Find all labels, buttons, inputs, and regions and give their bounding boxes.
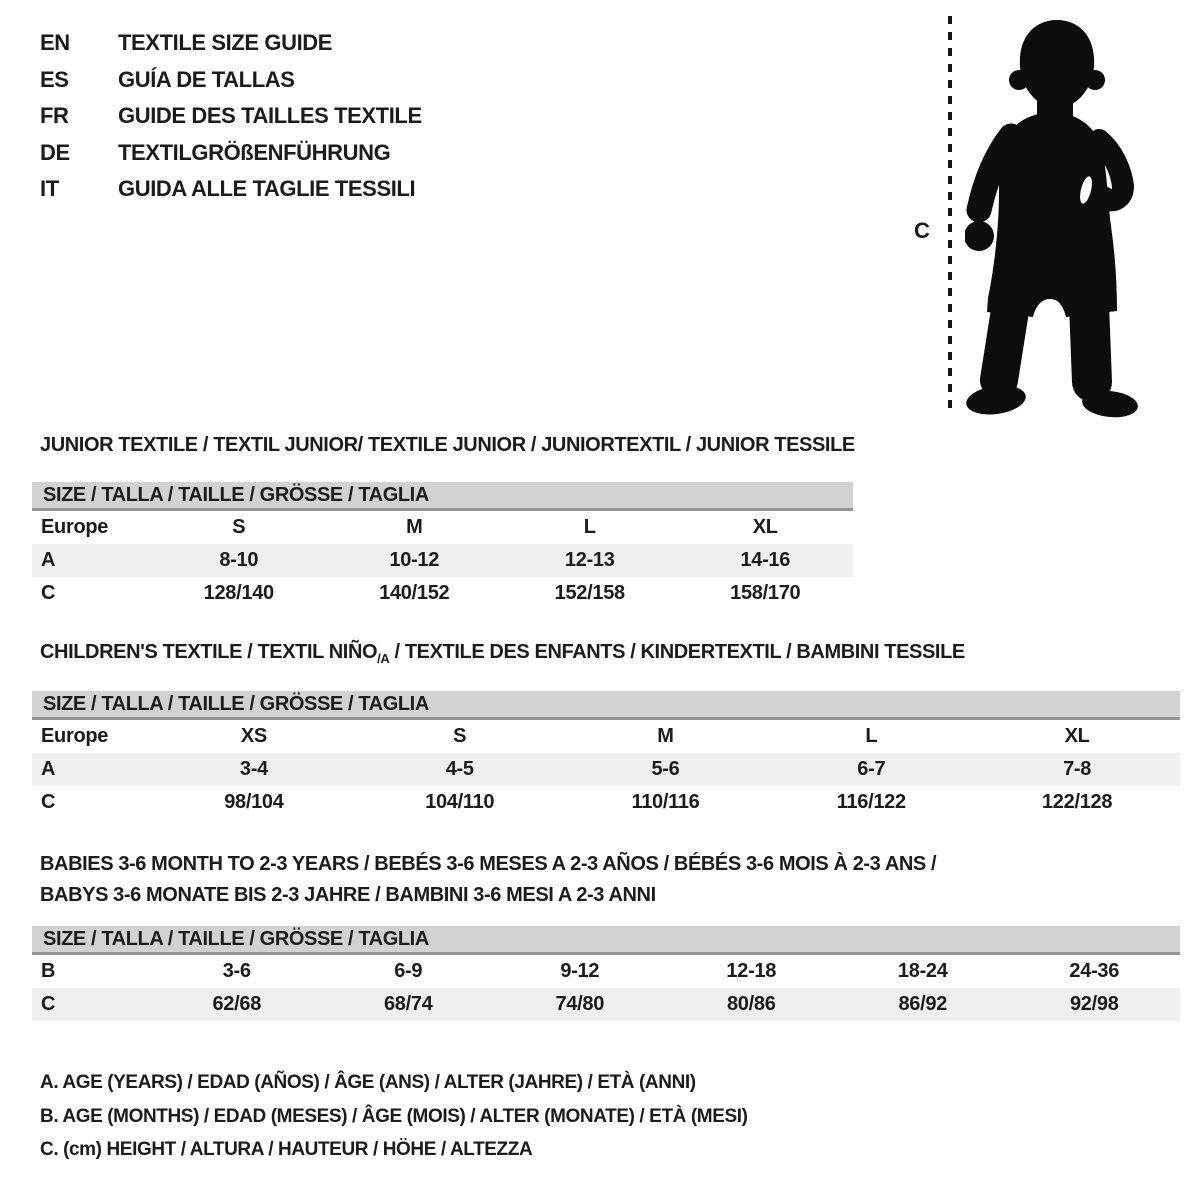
language-row-fr — [40, 98, 422, 135]
size-cell: 7-8 — [974, 753, 1180, 786]
measure-legend — [40, 1072, 748, 1173]
table-row-height — [32, 786, 1180, 819]
junior-size-table — [32, 482, 853, 610]
size-cell: 12-13 — [502, 544, 678, 577]
size-cell: 5-6 — [563, 753, 769, 786]
height-measure-label: C — [914, 218, 930, 243]
language-row-de — [40, 135, 422, 172]
size-cell: 8-10 — [151, 544, 327, 577]
size-header-bar: SIZE / TALLA / TAILLE / GRÖSSE / TAGLIA — [32, 691, 1180, 720]
babies-size-table — [32, 926, 1180, 1021]
toddler-leg-left — [999, 304, 1011, 380]
children-title-part: / TEXTILE DES ENFANTS / KINDERTEXTIL / BAMBINI TESSILE — [389, 641, 965, 663]
size-cell: XL — [1064, 725, 1090, 747]
language-code: ES — [40, 66, 69, 92]
size-cell: 62/68 — [151, 988, 323, 1021]
language-title: GUIDA ALLE TAGLIE TESSILI — [118, 176, 416, 202]
size-cell: 92/98 — [1009, 988, 1181, 1021]
size-header-bar: SIZE / TALLA / TAILLE / GRÖSSE / TAGLIA — [32, 926, 1180, 955]
toddler-hand-right — [1091, 186, 1115, 210]
size-cell: 3-4 — [151, 753, 357, 786]
size-cell: 104/110 — [425, 791, 495, 813]
size-cell: XL — [752, 516, 778, 538]
junior-section-title: JUNIOR TEXTILE / TEXTIL JUNIOR/ TEXTILE JUNIOR / JUNIORTEXTIL / JUNIOR TESSILE — [40, 434, 855, 456]
table-row-age — [32, 753, 1180, 786]
babies-section-title-line2: BABYS 3-6 MONATE BIS 2-3 JAHRE / BAMBINI 3-6 MESI A 2-3 ANNI — [40, 884, 656, 906]
toddler-ear-right — [1085, 70, 1105, 90]
table-row-months — [32, 955, 1180, 988]
language-title: GUÍA DE TALLAS — [118, 66, 295, 92]
size-cell: 140/152 — [379, 582, 450, 604]
size-cell: 12-18 — [726, 960, 777, 982]
children-title-subscript: /A — [377, 651, 390, 666]
size-cell: 128/140 — [203, 582, 274, 604]
size-cell: S — [232, 516, 246, 538]
toddler-leg-right — [1089, 304, 1092, 382]
size-cell: 24-36 — [1069, 960, 1120, 982]
language-row-es — [40, 62, 422, 99]
language-code: DE — [40, 139, 70, 165]
row-label: C — [41, 791, 56, 813]
size-cell: 6-9 — [394, 960, 423, 982]
table-row-height — [32, 988, 1180, 1021]
toddler-ear-left — [1009, 70, 1029, 90]
size-cell: L — [865, 725, 878, 747]
language-code: EN — [40, 30, 70, 56]
height-dashed-line — [948, 16, 952, 414]
children-title-part: CHILDREN'S TEXTILE / TEXTIL NIÑO — [40, 641, 378, 663]
size-cell: 116/122 — [836, 791, 906, 813]
language-list — [40, 25, 422, 208]
size-cell: 68/74 — [323, 988, 495, 1021]
row-label: C — [32, 988, 151, 1021]
language-row-it — [40, 171, 422, 208]
legend-line-a: A. AGE (YEARS) / EDAD (AÑOS) / ÂGE (ANS) / ALTER (JAHRE) / ETÀ (ANNI) — [40, 1072, 696, 1093]
toddler-head — [1020, 20, 1094, 108]
size-cell: M — [657, 725, 674, 747]
row-label: C — [41, 582, 56, 604]
size-cell: 14-16 — [678, 544, 854, 577]
language-code: FR — [40, 103, 69, 129]
size-cell: 152/158 — [554, 582, 625, 604]
language-title: TEXTILE SIZE GUIDE — [118, 30, 333, 56]
babies-section-title-line1: BABIES 3-6 MONTH TO 2-3 YEARS / BEBÉS 3-6 MESES A 2-3 AÑOS / BÉBÉS 3-6 MOIS À 2-3 ANS / — [40, 853, 937, 875]
size-cell: 110/116 — [631, 791, 700, 813]
row-label: A — [32, 753, 151, 786]
size-cell: 4-5 — [357, 753, 563, 786]
table-row-height — [32, 577, 853, 610]
size-cell: 3-6 — [222, 960, 251, 982]
size-cell: 98/104 — [224, 791, 284, 813]
language-title: TEXTILGRÖßENFÜHRUNG — [118, 139, 391, 165]
size-cell: XS — [240, 725, 267, 747]
size-cell: 122/128 — [1041, 791, 1113, 813]
language-title: GUIDE DES TAILLES TEXTILE — [118, 103, 422, 129]
size-cell: 6-7 — [768, 753, 974, 786]
table-row-age — [32, 544, 853, 577]
children-section-title — [40, 641, 965, 666]
row-label: Europe — [41, 516, 109, 538]
size-cell: M — [406, 516, 423, 538]
table-row-europe — [32, 511, 853, 544]
language-code: IT — [40, 176, 59, 202]
toddler-silhouette-image — [965, 14, 1140, 419]
row-label: B — [41, 960, 56, 982]
toddler-hand-left — [965, 221, 994, 251]
size-cell: 80/86 — [666, 988, 838, 1021]
legend-line-c: C. (cm) HEIGHT / ALTURA / HAUTEUR / HÖHE / ALTEZZA — [40, 1139, 533, 1160]
legend-line-b: B. AGE (MONTHS) / EDAD (MESES) / ÂGE (MOIS) / ALTER (MONATE) / ETÀ (MESI) — [40, 1105, 748, 1127]
size-cell: 10-12 — [327, 544, 503, 577]
size-cell: 86/92 — [837, 988, 1009, 1021]
children-size-table — [32, 691, 1180, 819]
size-cell: L — [583, 516, 596, 538]
language-row-en — [40, 25, 422, 62]
size-cell: 18-24 — [897, 960, 948, 982]
row-label: A — [32, 544, 151, 577]
size-cell: 9-12 — [560, 960, 600, 982]
size-header-bar: SIZE / TALLA / TAILLE / GRÖSSE / TAGLIA — [32, 482, 853, 511]
size-cell: 158/170 — [730, 582, 801, 604]
toddler-foot-left — [965, 382, 1028, 418]
row-label: Europe — [41, 725, 109, 747]
size-cell: S — [453, 725, 467, 747]
size-cell: 74/80 — [494, 988, 666, 1021]
table-row-europe — [32, 720, 1180, 753]
